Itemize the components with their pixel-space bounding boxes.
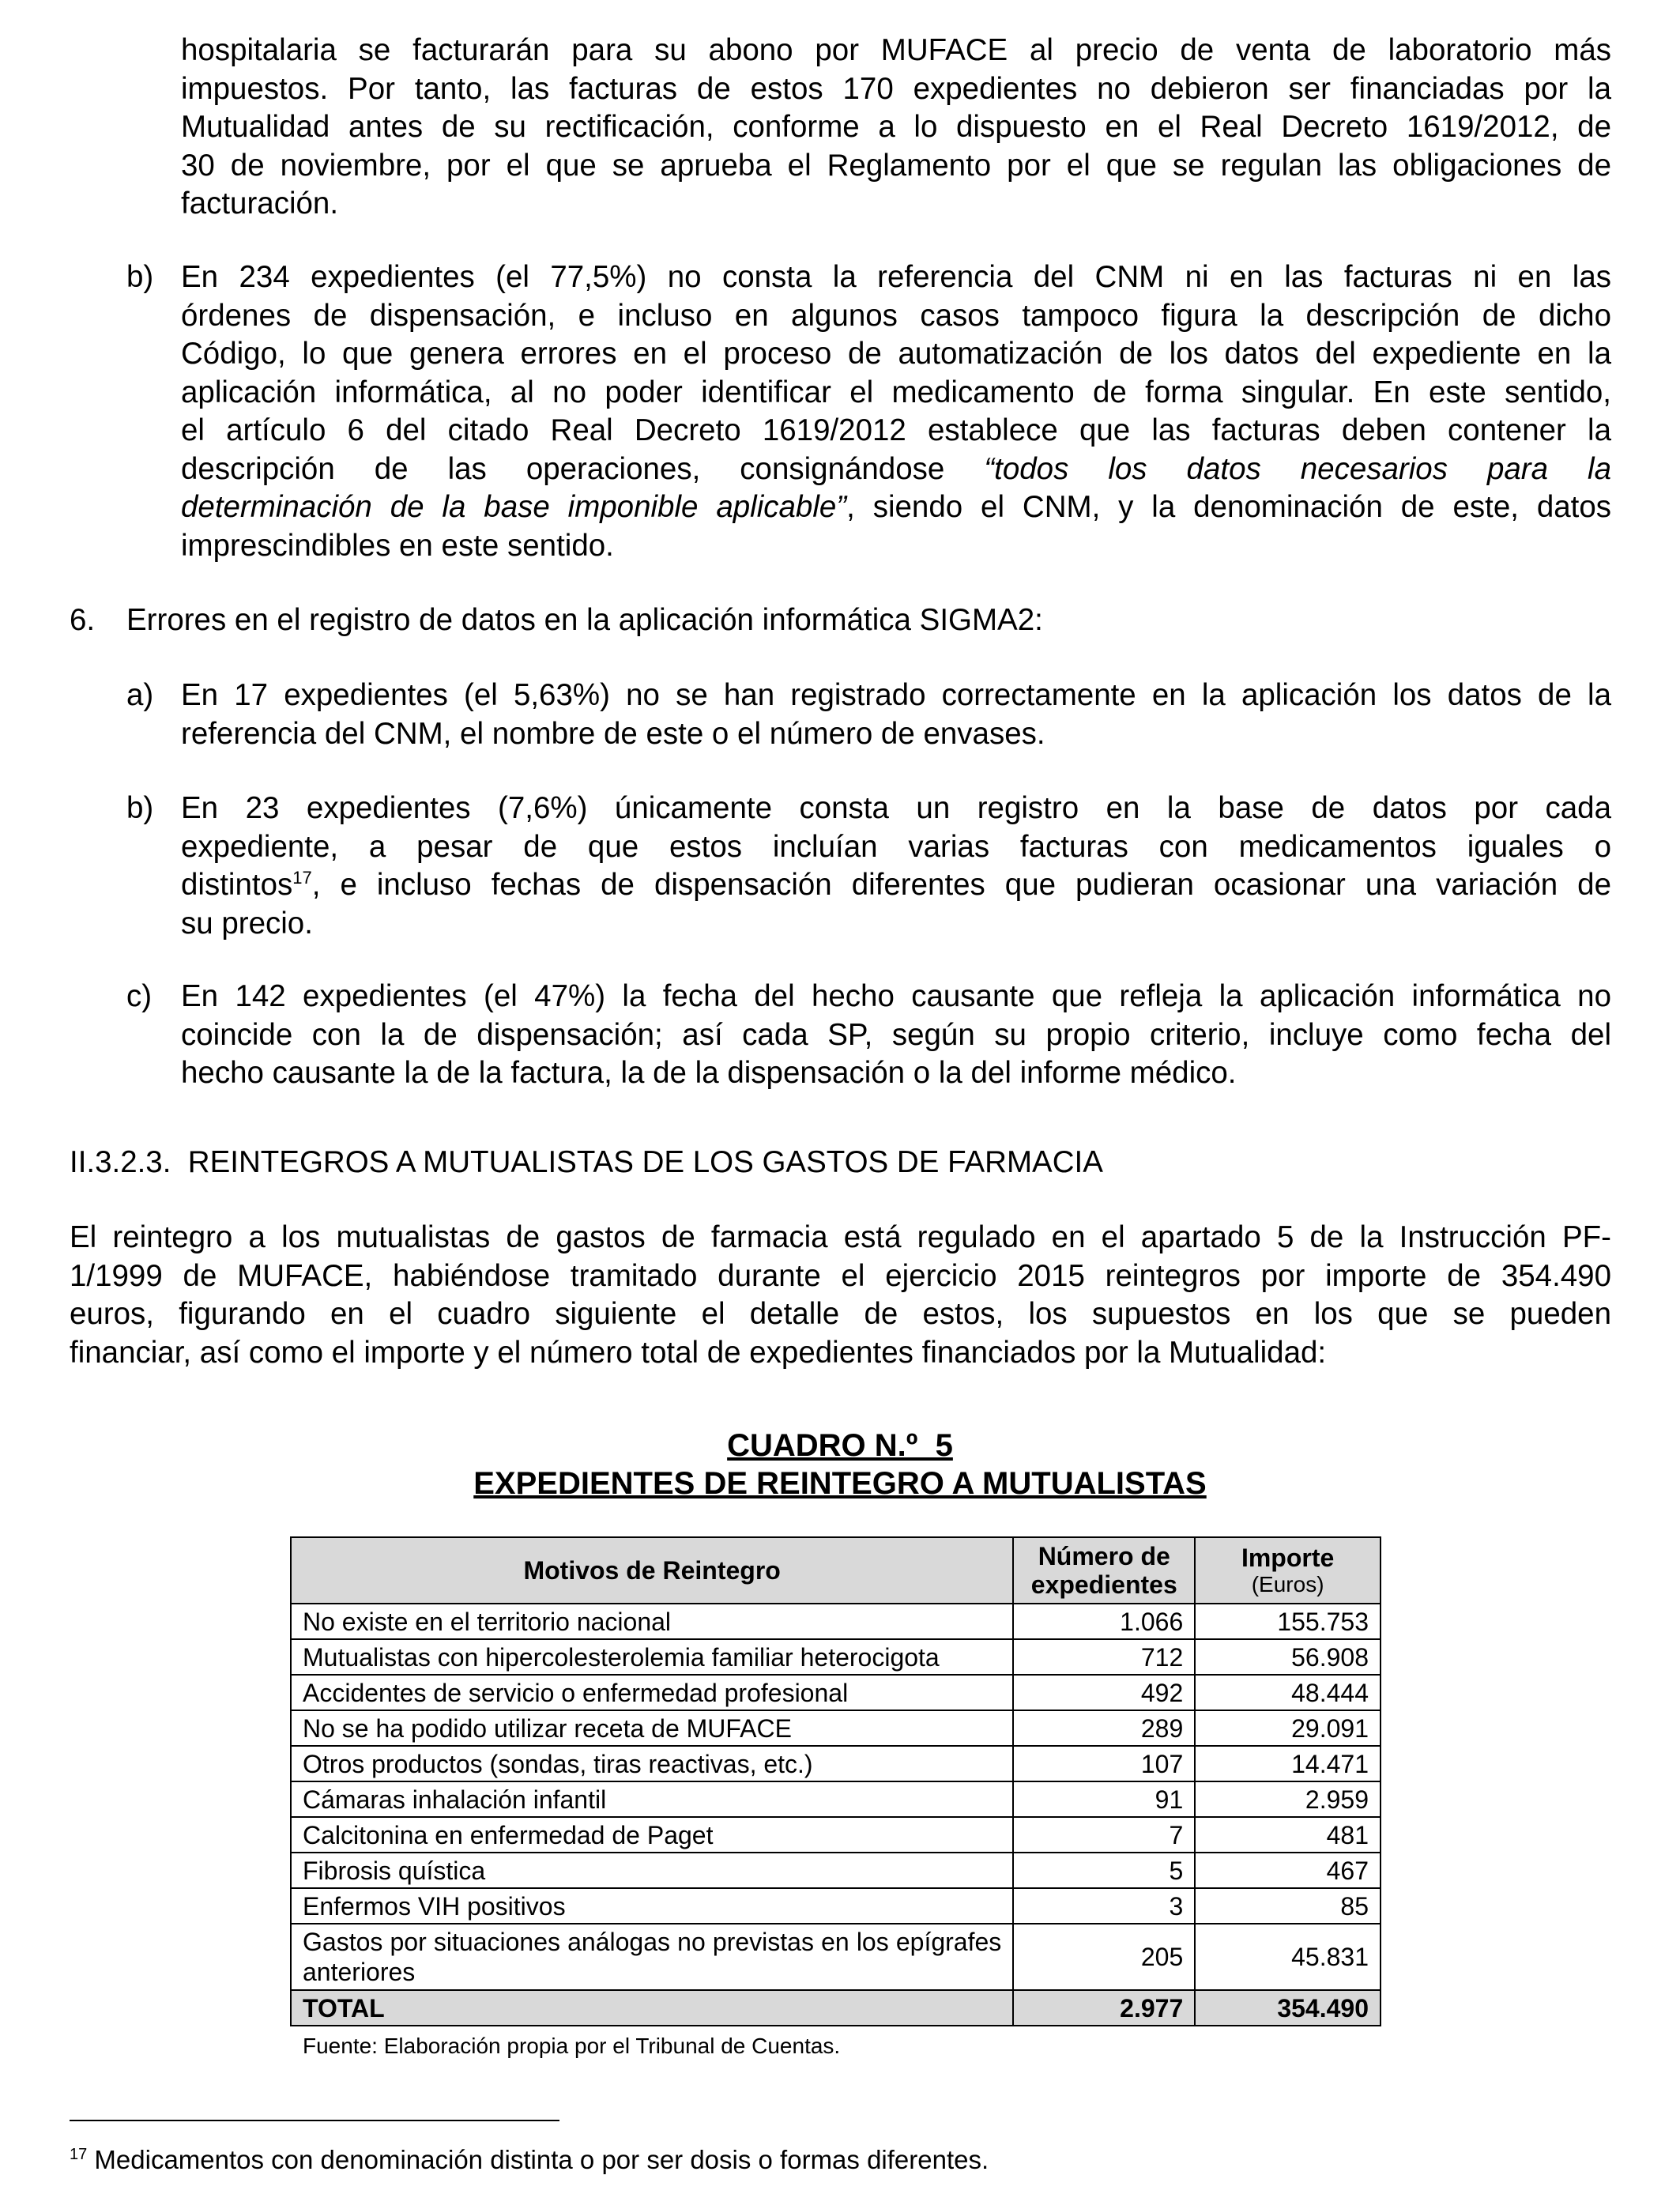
text-line: hecho causante la de la factura, la de la dispensación o la del informe médico. — [181, 1056, 1237, 1090]
text-line: financiar, así como el importe y el número total de expedientes financiados por la Mutualidad: — [70, 1335, 1327, 1370]
motivo-cell: Enfermos VIH positivos — [291, 1888, 1013, 1924]
importe-cell: 56.908 — [1195, 1639, 1381, 1675]
numero-cell: 5 — [1013, 1853, 1195, 1888]
table-row — [291, 1781, 1381, 1817]
importe-cell: 48.444 — [1195, 1675, 1381, 1710]
continuation-paragraph — [181, 32, 1611, 224]
item-b-paragraph — [181, 258, 1611, 565]
item-label-c: c) — [126, 979, 153, 1013]
text-line — [181, 488, 1611, 527]
text-line: En 234 expedientes (el 77,5%) no consta la referencia del CNM ni en las facturas ni en las — [181, 260, 1611, 294]
text-run: distintos — [181, 868, 293, 902]
text-line: El reintegro a los mutualistas de gastos de farmacia está regulado en el apartado 5 de la Instrucción PF- — [70, 1220, 1611, 1254]
text-line: impuestos. Por tanto, las facturas de estos 170 expedientes no debieron ser financiadas por la — [181, 71, 1611, 106]
table-row — [291, 1817, 1381, 1853]
importe-cell: 85 — [1195, 1888, 1381, 1924]
text-run: , siendo el CNM, y la denominación de este, datos — [846, 490, 1611, 524]
numero-cell: 205 — [1013, 1924, 1195, 1990]
footnote — [70, 2143, 989, 2177]
quote-text: “todos los datos necesarios para la — [984, 451, 1611, 486]
table-row — [291, 1888, 1381, 1924]
item-6-heading: Errores en el registro de datos en la aplicación informática SIGMA2: — [126, 603, 1043, 637]
motivo-cell: Mutualistas con hipercolesterolemia familiar heterocigota — [291, 1639, 1013, 1675]
footnote-divider — [70, 2120, 559, 2121]
importe-cell: 467 — [1195, 1853, 1381, 1888]
motivo-cell: Fibrosis quística — [291, 1853, 1013, 1888]
motivo-cell: Otros productos (sondas, tiras reactivas, etc.) — [291, 1746, 1013, 1781]
text-line: Código, lo que genera errores en el proceso de automatización de los datos del expediente en la — [181, 337, 1611, 371]
text-line: facturación. — [181, 187, 339, 221]
section-heading: II.3.2.3. REINTEGROS A MUTUALISTAS DE LOS GASTOS DE FARMACIA — [70, 1145, 1103, 1179]
footnote-number: 17 — [70, 2146, 88, 2163]
numero-cell: 3 — [1013, 1888, 1195, 1924]
importe-cell: 155.753 — [1195, 1604, 1381, 1639]
text-line: expediente, a pesar de que estos incluían varias facturas con medicamentos iguales o — [181, 829, 1611, 864]
item-label-b: b) — [126, 791, 154, 825]
table-row — [291, 1924, 1381, 1990]
quote-text: determinación de la base imponible aplicable” — [181, 490, 847, 524]
table-row — [291, 1604, 1381, 1639]
numero-cell: 91 — [1013, 1781, 1195, 1817]
numero-cell: 1.066 — [1013, 1604, 1195, 1639]
text-line — [181, 450, 1611, 489]
importe-cell: 45.831 — [1195, 1924, 1381, 1990]
header-importe — [1195, 1537, 1381, 1604]
text-line: el artículo 6 del citado Real Decreto 1619/2012 establece que las facturas deben contener la — [181, 413, 1611, 447]
footnote-text: Medicamentos con denominación distinta o por ser dosis o formas diferentes. — [87, 2145, 989, 2174]
motivo-cell: Calcitonina en enfermedad de Paget — [291, 1817, 1013, 1853]
importe-cell: 481 — [1195, 1817, 1381, 1853]
text-line: hospitalaria se facturarán para su abono por MUFACE al precio de venta de laboratorio más — [181, 33, 1611, 67]
item-label-a: a) — [126, 678, 154, 712]
numero-cell: 7 — [1013, 1817, 1195, 1853]
total-label-cell: TOTAL — [291, 1990, 1013, 2026]
motivo-cell: Gastos por situaciones análogas no previstas en los epígrafes anteriores — [291, 1924, 1013, 1990]
table-row — [291, 1853, 1381, 1888]
reintegro-table — [290, 1536, 1381, 2026]
table-header-row — [291, 1537, 1381, 1604]
footnote-ref: 17 — [292, 868, 312, 888]
item-c-paragraph — [181, 978, 1611, 1093]
table-total-row — [291, 1990, 1381, 2026]
text-line: En 17 expedientes (el 5,63%) no se han registrado correctamente en la aplicación los datos de la — [181, 678, 1611, 712]
numero-cell: 107 — [1013, 1746, 1195, 1781]
importe-cell: 14.471 — [1195, 1746, 1381, 1781]
text-line: Mutualidad antes de su rectificación, conforme a lo dispuesto en el Real Decreto 1619/2012, de — [181, 110, 1611, 144]
text-line: 30 de noviembre, por el que se aprueba el Reglamento por el que se regulan las obligaciones de — [181, 148, 1611, 183]
table-source: Fuente: Elaboración propia por el Tribunal de Cuentas. — [303, 2034, 841, 2058]
text-line: coincide con la de dispensación; así cada SP, según su propio criterio, incluye como fecha del — [181, 1017, 1611, 1052]
table-row — [291, 1746, 1381, 1781]
text-run: , e incluso fechas de dispensación diferentes que pudieran ocasionar una variación de — [311, 868, 1611, 902]
text-line: aplicación informática, al no poder identificar el medicamento de forma singular. En este sentido, — [181, 375, 1611, 409]
text-run: descripción de las operaciones, consignándose — [181, 451, 985, 486]
header-importe-unit: (Euros) — [1251, 1572, 1324, 1596]
text-line: euros, figurando en el cuadro siguiente el detalle de estos, los supuestos en los que se pueden — [70, 1297, 1611, 1331]
table-title: CUADRO N.º 5 — [727, 1428, 953, 1463]
text-line: En 142 expedientes (el 47%) la fecha del hecho causante que refleja la aplicación informática no — [181, 979, 1611, 1013]
numero-cell: 712 — [1013, 1639, 1195, 1675]
text-line: imprescindibles en este sentido. — [181, 528, 614, 563]
item-label-b: b) — [126, 260, 154, 294]
motivo-cell: No existe en el territorio nacional — [291, 1604, 1013, 1639]
header-motivos: Motivos de Reintegro — [291, 1537, 1013, 1604]
table-row — [291, 1639, 1381, 1675]
text-line: 1/1999 de MUFACE, habiéndose tramitado durante el ejercicio 2015 reintegros por importe de 354.490 — [70, 1258, 1611, 1293]
item-label-6: 6. — [70, 603, 96, 637]
table-row — [291, 1710, 1381, 1746]
numero-cell: 492 — [1013, 1675, 1195, 1710]
text-line: su precio. — [181, 906, 313, 941]
total-importe-cell: 354.490 — [1195, 1990, 1381, 2026]
importe-cell: 2.959 — [1195, 1781, 1381, 1817]
item-a-paragraph — [181, 677, 1611, 753]
text-line: En 23 expedientes (7,6%) únicamente consta un registro en la base de datos por cada — [181, 791, 1611, 825]
header-numero: Número de expedientes — [1013, 1537, 1195, 1604]
motivo-cell: Accidentes de servicio o enfermedad profesional — [291, 1675, 1013, 1710]
text-line: órdenes de dispensación, e incluso en algunos casos tampoco figura la descripción de dicho — [181, 298, 1611, 333]
item-b2-paragraph — [181, 790, 1611, 943]
table-subtitle: EXPEDIENTES DE REINTEGRO A MUTUALISTAS — [473, 1466, 1207, 1501]
total-numero-cell: 2.977 — [1013, 1990, 1195, 2026]
table-row — [291, 1675, 1381, 1710]
header-importe-label: Importe — [1241, 1544, 1335, 1572]
motivo-cell: No se ha podido utilizar receta de MUFACE — [291, 1710, 1013, 1746]
text-line: referencia del CNM, el nombre de este o el número de envases. — [181, 716, 1045, 751]
text-line — [181, 866, 1611, 905]
motivo-cell: Cámaras inhalación infantil — [291, 1781, 1013, 1817]
intro-paragraph — [70, 1219, 1611, 1372]
numero-cell: 289 — [1013, 1710, 1195, 1746]
importe-cell: 29.091 — [1195, 1710, 1381, 1746]
